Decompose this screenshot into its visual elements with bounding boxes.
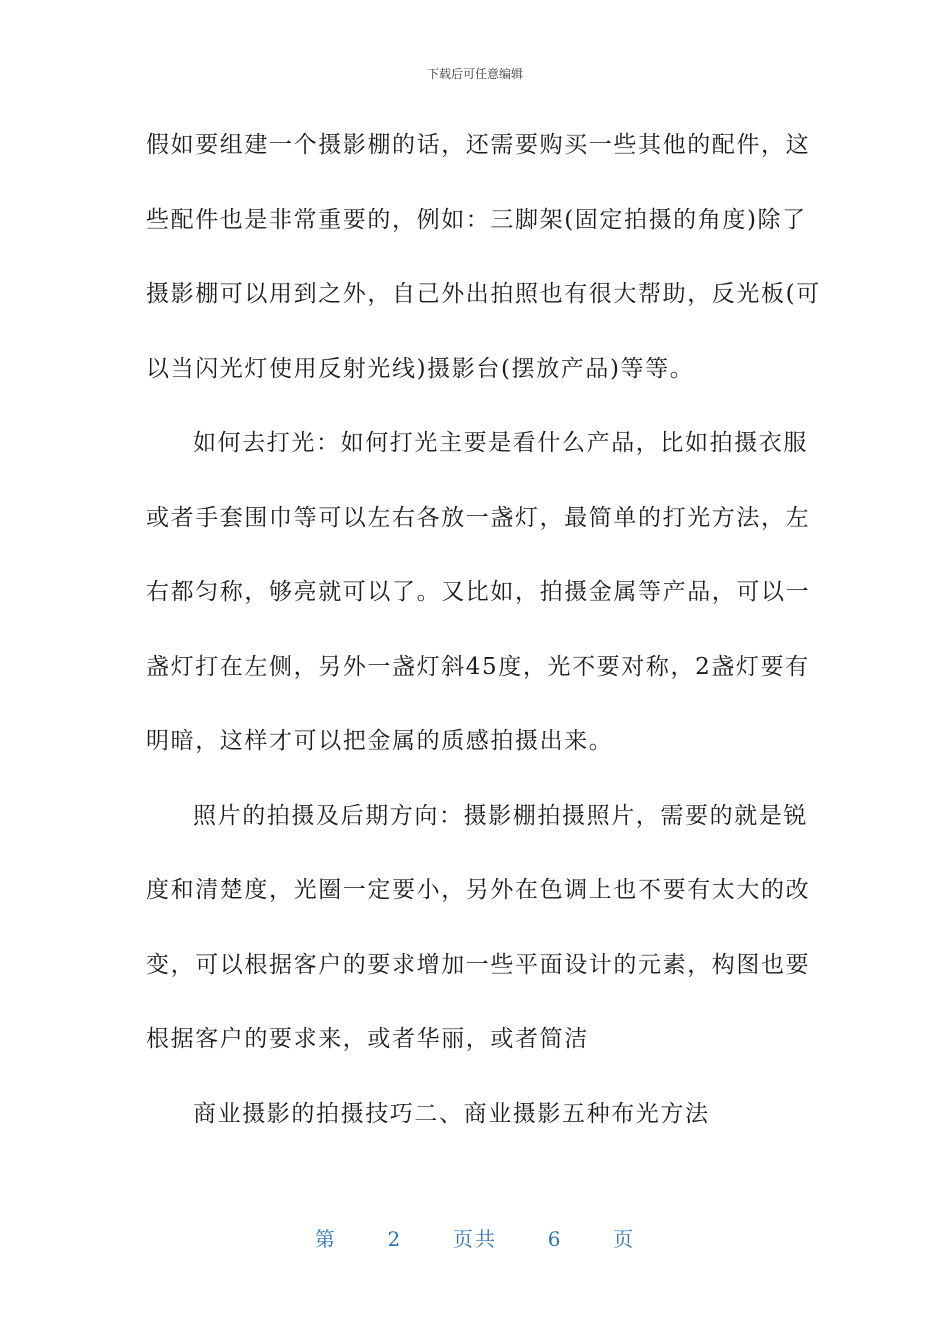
paragraph-start-line: 如何去打光：如何打光主要是看什么产品，比如拍摄衣服 <box>193 430 808 456</box>
text-line: 假如要组建一个摄影棚的话，还需要购买一些其他的配件，这 <box>146 132 811 158</box>
text-line: 盏灯打在左侧，另外一盏灯斜45度，光不要对称，2盏灯要有 <box>146 653 810 680</box>
text-line: 以当闪光灯使用反射光线)摄影台(摆放产品)等等。 <box>146 355 695 382</box>
total-pages-number: 6 <box>547 1227 563 1251</box>
current-page-number: 2 <box>387 1227 403 1251</box>
page-mid-label: 页共 <box>453 1227 497 1251</box>
text-line: 根据客户的要求来，或者华丽，或者简洁 <box>146 1026 589 1052</box>
text-line: 右都匀称，够亮就可以了。又比如，拍摄金属等产品，可以一 <box>146 579 811 605</box>
page-prefix: 第 <box>314 1227 337 1251</box>
text-line: 摄影棚可以用到之外，自己外出拍照也有很大帮助，反光板(可 <box>146 281 821 307</box>
text-line: 明暗，这样才可以把金属的质感拍摄出来。 <box>146 728 614 754</box>
text-line: 变，可以根据客户的要求增加一些平面设计的元素，构图也要 <box>146 951 811 978</box>
page-footer <box>0 1226 950 1252</box>
page-suffix: 页 <box>613 1227 636 1251</box>
text-line: 或者手套围巾等可以左右各放一盏灯，最简单的打光方法，左 <box>146 504 811 531</box>
paragraph-start-line: 照片的拍摄及后期方向：摄影棚拍摄照片，需要的就是锐 <box>193 802 808 829</box>
header-note: 下载后可任意编辑 <box>426 67 523 81</box>
document-body <box>146 120 821 1163</box>
text-line: 些配件也是非常重要的，例如：三脚架(固定拍摄的角度)除了 <box>146 206 807 233</box>
section-heading-line: 商业摄影的拍摄技巧二、商业摄影五种布光方法 <box>193 1100 710 1127</box>
text-line: 度和清楚度，光圈一定要小，另外在色调上也不要有太大的改 <box>146 877 811 903</box>
